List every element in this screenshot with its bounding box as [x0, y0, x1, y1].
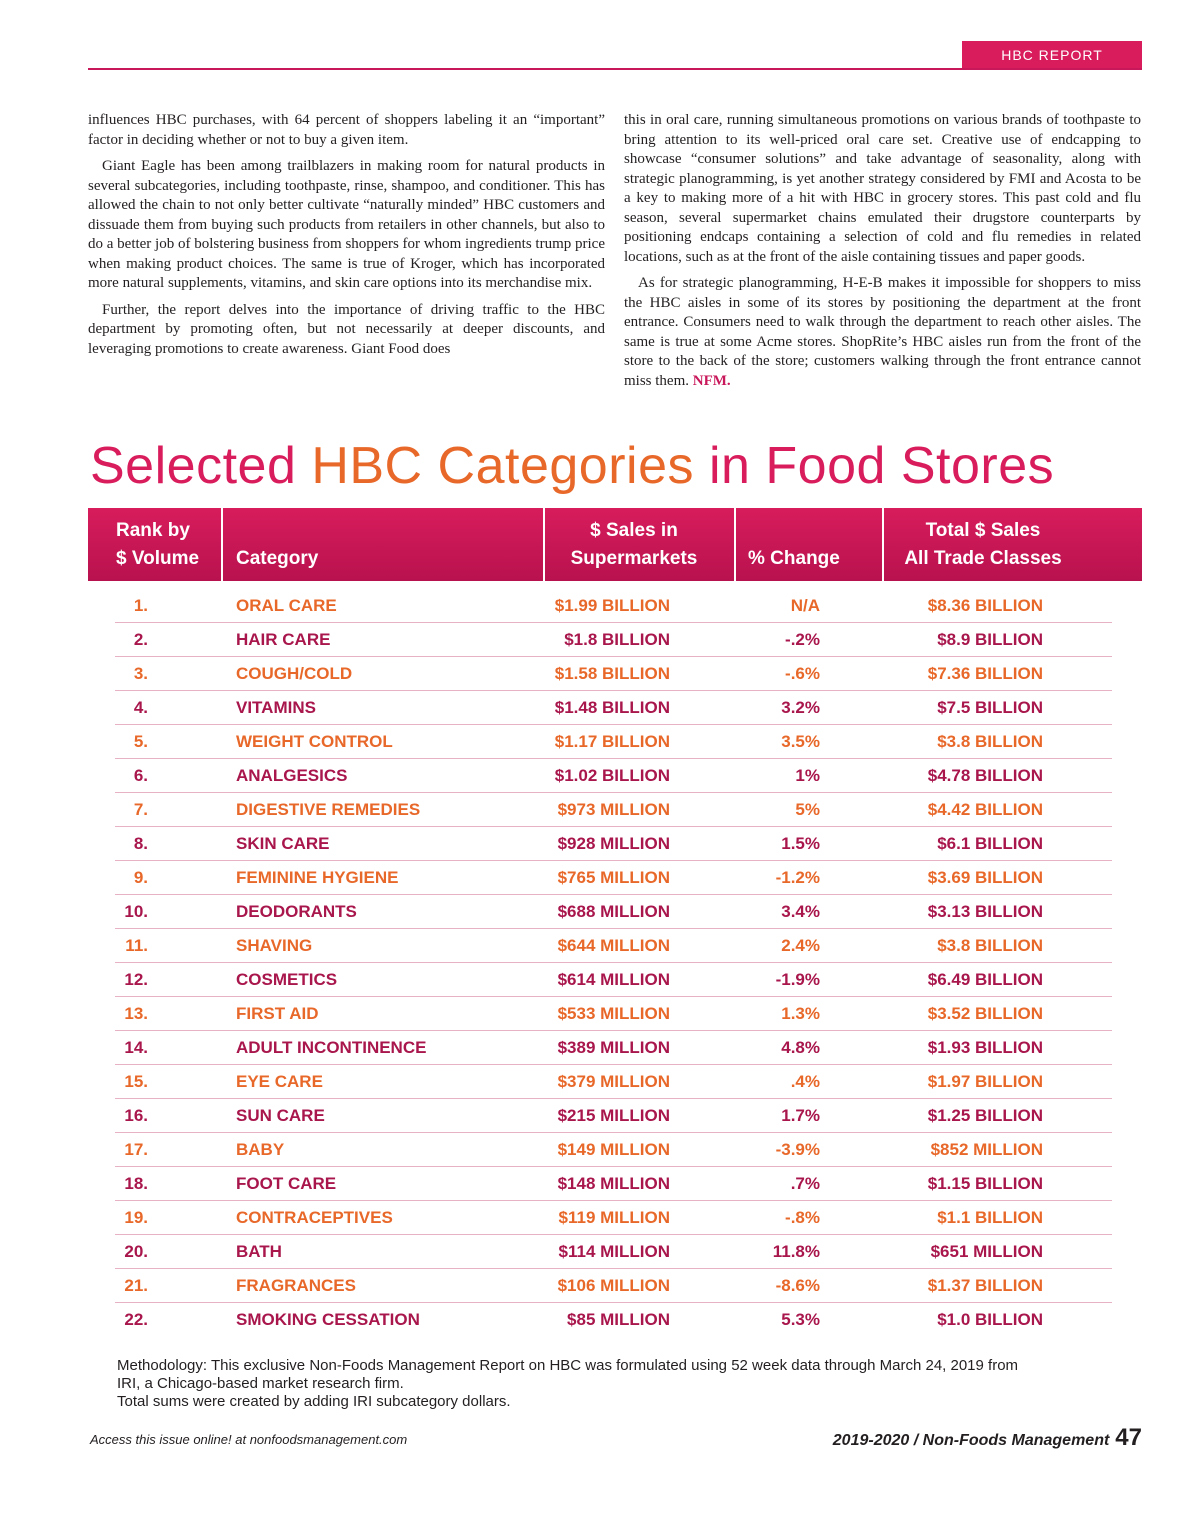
category-cell: COUGH/COLD — [236, 664, 353, 683]
sales-cell: $114 MILLION — [558, 1242, 670, 1261]
page-title — [90, 436, 1150, 496]
total-cell: $3.8 BILLION — [937, 936, 1043, 955]
category-cell: BATH — [236, 1242, 282, 1261]
sales-cell: $148 MILLION — [557, 1174, 670, 1193]
change-cell: 5.3% — [781, 1310, 820, 1329]
title-part-3: in Food Stores — [694, 437, 1055, 495]
rank-cell: 21. — [124, 1276, 148, 1295]
sales-cell: $379 MILLION — [557, 1072, 670, 1091]
paragraph: Further, the report delves into the importance of driving traffic to the HBC department by promoting often, but not necessarily at deeper discounts, and leveraging promotions to create awareness. Giant Food does — [88, 301, 605, 357]
rank-cell: 20. — [124, 1242, 148, 1261]
sales-cell: $644 MILLION — [557, 936, 670, 955]
rank-cell: 14. — [124, 1038, 148, 1057]
category-cell: BABY — [236, 1140, 285, 1159]
category-cell: ANALGESICS — [236, 766, 348, 785]
table-row — [115, 1031, 1112, 1065]
change-cell: -3.9% — [775, 1140, 820, 1159]
table-row — [115, 793, 1112, 827]
table-row — [115, 691, 1112, 725]
header-rank-line-2: $ Volume — [116, 547, 200, 569]
rank-cell: 13. — [124, 1004, 148, 1023]
footer-publication — [833, 1424, 1142, 1452]
category-cell: CONTRACEPTIVES — [236, 1208, 393, 1227]
category-cell: FRAGRANCES — [236, 1276, 356, 1295]
category-cell: VITAMINS — [236, 698, 316, 717]
change-cell: .7% — [790, 1174, 820, 1193]
paragraph — [624, 274, 1141, 391]
header-divider — [543, 508, 545, 581]
header-rank-line-1: Rank by — [116, 519, 190, 541]
rank-cell: 16. — [124, 1106, 148, 1125]
header-sales — [554, 508, 714, 581]
change-cell: 4.8% — [781, 1038, 820, 1057]
category-cell: FIRST AID — [236, 1004, 319, 1023]
table-row — [115, 1201, 1112, 1235]
sales-cell: $973 MILLION — [557, 800, 670, 819]
change-cell: 1% — [795, 766, 820, 785]
change-cell: 3.2% — [781, 698, 820, 717]
sales-cell: $614 MILLION — [557, 970, 670, 989]
total-cell: $3.52 BILLION — [927, 1004, 1043, 1023]
header-total-line-2: All Trade Classes — [904, 547, 1062, 569]
rank-cell: 4. — [133, 698, 148, 717]
methodology-note — [117, 1357, 1117, 1411]
rank-cell: 17. — [124, 1140, 148, 1159]
rank-cell: 3. — [133, 664, 148, 683]
table-row — [115, 623, 1112, 657]
table-row — [115, 725, 1112, 759]
table-row — [115, 895, 1112, 929]
category-cell: EYE CARE — [236, 1072, 323, 1091]
category-cell: SUN CARE — [236, 1106, 325, 1125]
change-cell: -8.6% — [775, 1276, 820, 1295]
rank-cell: 9. — [133, 868, 148, 887]
table-header — [88, 508, 1142, 581]
table-row — [115, 861, 1112, 895]
table-body — [115, 589, 1112, 1336]
sales-cell: $85 MILLION — [567, 1310, 670, 1329]
sales-cell: $533 MILLION — [557, 1004, 670, 1023]
sales-cell: $119 MILLION — [558, 1208, 670, 1227]
footer-url: Access this issue online! at nonfoodsmanagement.com — [90, 1432, 408, 1447]
sales-cell: $149 MILLION — [557, 1140, 670, 1159]
total-cell: $8.9 BILLION — [937, 630, 1043, 649]
paragraph-text: As for strategic planogramming, H-E-B makes it impossible for shoppers to miss the HBC aisles in some of its stores by positioning the department at the front entrance. Consumers need to walk through the department to reach other aisles. The same is true at some Acme stores. ShopRite’s HBC aisles run from the front of the store to the back of the store; customers walking through the front entrance cannot miss them. — [624, 275, 1141, 389]
total-cell: $3.69 BILLION — [927, 868, 1043, 887]
table-row — [115, 997, 1112, 1031]
table-row — [115, 827, 1112, 861]
category-cell: DIGESTIVE REMEDIES — [236, 800, 421, 819]
table-row — [115, 1167, 1112, 1201]
total-cell: $4.78 BILLION — [927, 766, 1043, 785]
header-total — [898, 508, 1068, 581]
total-cell: $7.36 BILLION — [927, 664, 1043, 683]
sales-cell: $1.99 BILLION — [554, 596, 670, 615]
change-cell: 3.4% — [781, 902, 820, 921]
total-cell: $1.1 BILLION — [937, 1208, 1043, 1227]
header-change-label: % Change — [748, 547, 840, 569]
signoff: NFM. — [692, 372, 731, 389]
rank-cell: 5. — [133, 732, 148, 751]
page-number: 47 — [1115, 1424, 1142, 1451]
table-row — [115, 1303, 1112, 1336]
change-cell: 2.4% — [781, 936, 820, 955]
header-rule — [88, 68, 1142, 70]
paragraph: influences HBC purchases, with 64 percent of shoppers labeling it an “important” factor in deciding whether or not to buy a given item. — [88, 112, 605, 148]
category-cell: SHAVING — [236, 936, 313, 955]
total-cell: $3.13 BILLION — [927, 902, 1043, 921]
header-sales-line-1: $ Sales in — [590, 519, 678, 541]
total-cell: $6.1 BILLION — [937, 834, 1043, 853]
total-cell: $651 MILLION — [930, 1242, 1043, 1261]
header-change — [748, 508, 888, 581]
table-row — [115, 963, 1112, 997]
sales-cell: $1.48 BILLION — [554, 698, 670, 717]
table-row — [115, 1133, 1112, 1167]
change-cell: 1.5% — [781, 834, 820, 853]
change-cell: 1.7% — [781, 1106, 820, 1125]
section-tab: HBC REPORT — [962, 41, 1142, 69]
paragraph: Giant Eagle has been among trailblazers in making room for natural products in several subcategories, including toothpaste, rinse, shampoo, and conditioner. This has allowed the chain to not only better cultivate “naturally minded” HBC customers and dissuade them from buying such products from retailers in other channels, but also to do a better job of bolstering business from shoppers for whom ingredients trump price when making product choices. The same is true of Kroger, which has incorporated more natural supplements, vitamins, and skin care options into its merchandise mix. — [88, 158, 605, 291]
total-cell: $1.25 BILLION — [927, 1106, 1043, 1125]
change-cell: -.6% — [785, 664, 820, 683]
category-cell: COSMETICS — [236, 970, 338, 989]
sales-cell: $1.17 BILLION — [554, 732, 670, 751]
total-cell: $6.49 BILLION — [927, 970, 1043, 989]
total-cell: $4.42 BILLION — [927, 800, 1043, 819]
rank-cell: 18. — [124, 1174, 148, 1193]
change-cell: .4% — [790, 1072, 820, 1091]
total-cell: $8.36 BILLION — [927, 596, 1043, 615]
category-cell: FEMININE HYGIENE — [236, 868, 399, 887]
rank-cell: 2. — [133, 630, 148, 649]
total-cell: $852 MILLION — [930, 1140, 1043, 1159]
header-sales-line-2: Supermarkets — [570, 547, 698, 569]
category-cell: FOOT CARE — [236, 1174, 337, 1193]
rank-cell: 15. — [124, 1072, 148, 1091]
article-column-left — [88, 111, 605, 366]
sales-cell: $928 MILLION — [557, 834, 670, 853]
change-cell: N/A — [790, 596, 820, 615]
header-category-label: Category — [236, 547, 319, 569]
rank-cell: 6. — [133, 766, 148, 785]
table-row — [115, 1099, 1112, 1133]
sales-cell: $106 MILLION — [557, 1276, 670, 1295]
category-cell: DEODORANTS — [236, 902, 357, 921]
category-cell: ADULT INCONTINENCE — [236, 1038, 427, 1057]
methodology-line: Methodology: This exclusive Non-Foods Management Report on HBC was formulated using 52 week data through March 24, 2019 from — [117, 1357, 1019, 1374]
header-divider — [221, 508, 223, 581]
table-row — [115, 1269, 1112, 1303]
total-cell: $1.37 BILLION — [927, 1276, 1043, 1295]
sales-cell: $1.8 BILLION — [564, 630, 670, 649]
category-cell: ORAL CARE — [236, 596, 337, 615]
table-row — [115, 1235, 1112, 1269]
rank-cell: 12. — [124, 970, 148, 989]
rank-cell: 7. — [133, 800, 148, 819]
change-cell: -1.2% — [775, 868, 820, 887]
table-row — [115, 929, 1112, 963]
total-cell: $7.5 BILLION — [937, 698, 1043, 717]
total-cell: $3.8 BILLION — [937, 732, 1043, 751]
sales-cell: $765 MILLION — [557, 868, 670, 887]
sales-cell: $1.58 BILLION — [554, 664, 670, 683]
header-category — [236, 508, 536, 581]
category-cell: SMOKING CESSATION — [236, 1310, 420, 1329]
category-cell: WEIGHT CONTROL — [236, 732, 393, 751]
table-row — [115, 759, 1112, 793]
table-row — [115, 1065, 1112, 1099]
rank-cell: 19. — [124, 1208, 148, 1227]
change-cell: 1.3% — [781, 1004, 820, 1023]
header-total-line-1: Total $ Sales — [925, 519, 1041, 541]
table-row — [115, 657, 1112, 691]
total-cell: $1.15 BILLION — [927, 1174, 1043, 1193]
change-cell: -.8% — [785, 1208, 820, 1227]
title-part-1: Selected — [90, 437, 312, 495]
rank-cell: 10. — [124, 902, 148, 921]
sales-cell: $389 MILLION — [557, 1038, 670, 1057]
header-divider — [882, 508, 884, 581]
sales-cell: $1.02 BILLION — [554, 766, 670, 785]
table-row — [115, 589, 1112, 623]
total-cell: $1.0 BILLION — [937, 1310, 1043, 1329]
change-cell: 5% — [795, 800, 820, 819]
rank-cell: 22. — [124, 1310, 148, 1329]
methodology-line: IRI, a Chicago-based market research firm. — [117, 1375, 404, 1392]
paragraph: this in oral care, running simultaneous promotions on various brands of toothpaste to bring attention to its well-priced oral care set. Creative use of endcapping to showcase “consumer solutions” and take advantage of seasonality, along with strategic planogramming, is yet another strategy considered by FMI and Acosta to be a key to making more of a hit with HBC in grocery stores. This past cold and flu season, several supermarket chains emulated their drugstore counterparts by positioning endcaps containing a selection of cold and flu remedies in related locations, such as at the front of the aisle containing tissues and paper goods. — [624, 112, 1141, 265]
title-part-2: HBC Categories — [311, 437, 695, 495]
category-cell: SKIN CARE — [236, 834, 330, 853]
methodology-line: Total sums were created by adding IRI subcategory dollars. — [117, 1393, 511, 1410]
category-cell: HAIR CARE — [236, 630, 331, 649]
change-cell: -.2% — [785, 630, 820, 649]
rank-cell: 1. — [133, 596, 148, 615]
article-column-right — [624, 111, 1141, 398]
change-cell: 11.8% — [772, 1242, 820, 1261]
sales-cell: $215 MILLION — [557, 1106, 670, 1125]
footer-issue: 2019-2020 / Non-Foods Management — [832, 1432, 1110, 1449]
rank-cell: 8. — [133, 834, 148, 853]
header-rank — [116, 508, 226, 581]
sales-cell: $688 MILLION — [557, 902, 670, 921]
rank-cell: 11. — [125, 936, 148, 955]
total-cell: $1.97 BILLION — [927, 1072, 1043, 1091]
total-cell: $1.93 BILLION — [927, 1038, 1043, 1057]
change-cell: -1.9% — [775, 970, 820, 989]
header-divider — [734, 508, 736, 581]
change-cell: 3.5% — [781, 732, 820, 751]
